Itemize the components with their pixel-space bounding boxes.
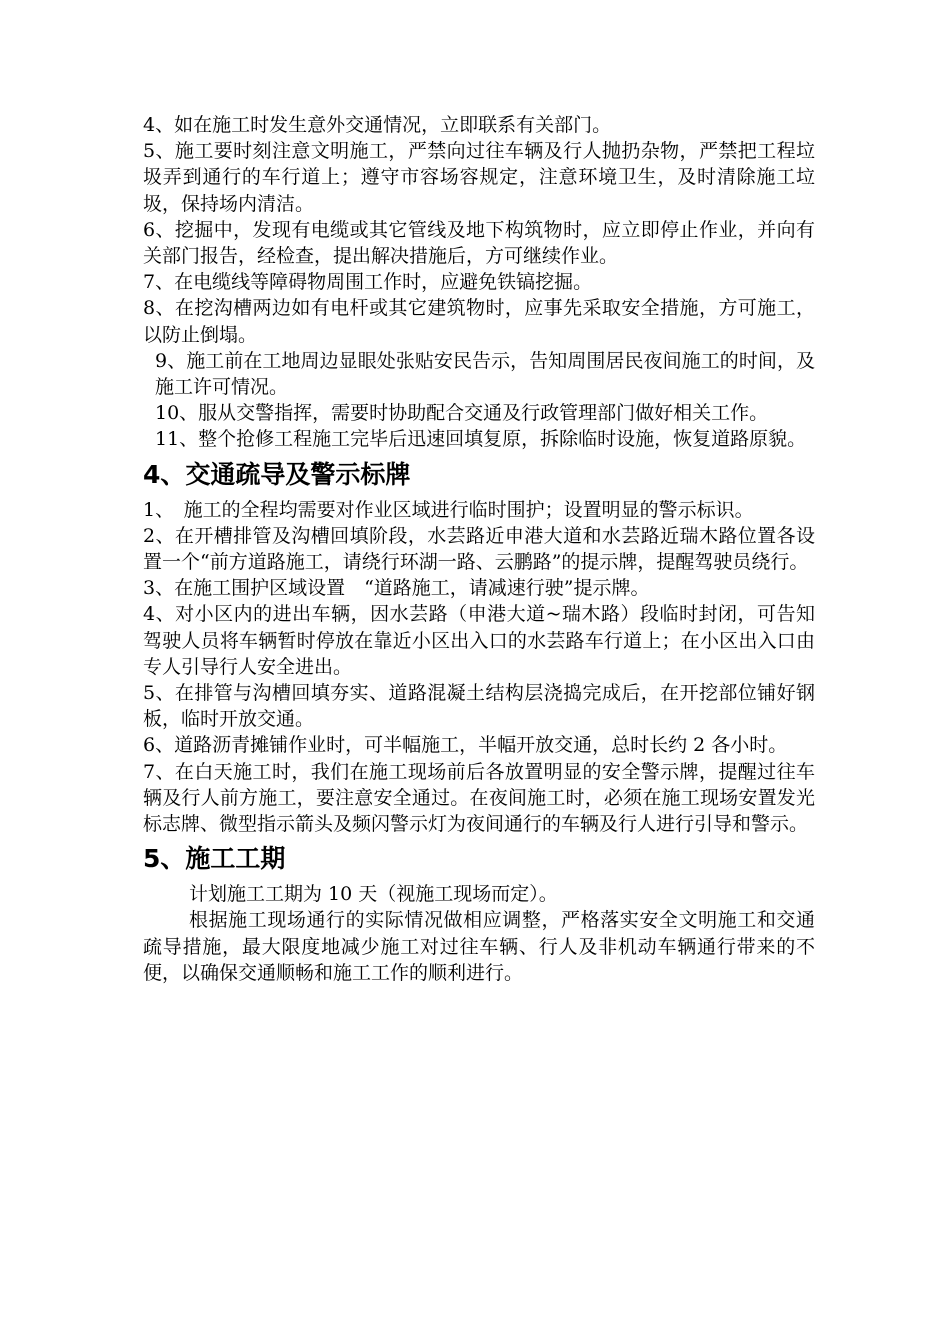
list-item: 4、对小区内的进出车辆，因水芸路（申港大道~瑞木路）段临时封闭，可告知驾驶人员将车辆暂时停放在靠近小区出入口的水芸路车行道上；在小区出入口由专人引导行人安全进出。 [143,603,815,678]
list-item: 1、 施工的全程均需要对作业区域进行临时围护；设置明显的警示标识。 [143,498,754,521]
list-item: 8、在挖沟槽两边如有电杆或其它建筑物时，应事先采取安全措施，方可施工，以防止倒塌。 [143,297,815,346]
list-item: 3、在施工围护区域设置 “道路施工，请减速行驶”提示牌。 [143,577,650,600]
list-item: 6、挖掘中，发现有电缆或其它管线及地下构筑物时，应立即停止作业，并向有关部门报告，经检查，提出解决措施后，方可继续作业。 [143,218,815,268]
list-item: 6、道路沥青摊铺作业时，可半幅施工，半幅开放交通，总时长约 2 各小时。 [143,734,788,757]
list-item: 5、施工要时刻注意文明施工，严禁向过往车辆及行人抛扔杂物，严禁把工程垃圾弄到通行的车行道上；遵守市容场容规定，注意环境卫生，及时清除施工垃圾，保持场内清洁。 [143,140,815,215]
list-item: 7、在电缆线等障碍物周围工作时，应避免铁镐挖掘。 [143,271,593,294]
list-item: 5、在排管与沟槽回填夯实、道路混凝土结构层浇捣完成后，在开挖部位铺好钢板，临时开放交通。 [143,682,815,731]
list-item: 2、在开槽排管及沟槽回填阶段，水芸路近申港大道和水芸路近瑞木路位置各设置一个“前方道路施工，请绕行环湖一路、云鹏路”的提示牌，提醒驾驶员绕行。 [143,524,815,574]
section-heading-schedule: 5、施工工期 [143,844,286,874]
list-item: 11、整个抢修工程施工完毕后迅速回填复原，拆除临时设施，恢复道路原貌。 [155,428,807,451]
section-heading-traffic: 4、交通疏导及警示标牌 [143,459,411,489]
list-item: 9、施工前在工地周边显眼处张贴安民告示，告知周围居民夜间施工的时间，及施工许可情况。 [155,349,815,399]
document-body [143,112,815,986]
list-item: 10、服从交警指挥，需要时协助配合交通及行政管理部门做好相关工作。 [155,402,769,425]
list-item: 7、在白天施工时，我们在施工现场前后各放置明显的安全警示牌，提醒过往车辆及行人前方施工，要注意安全通过。在夜间施工时，必须在施工现场安置发光标志牌、微型指示箭头及频闪警示灯为夜间通行的车辆及行人进行引导和警示。 [143,760,815,836]
paragraph: 根据施工现场通行的实际情况做相应调整，严格落实安全文明施工和交通疏导措施，最大限度地减少施工对过往车辆、行人及非机动车辆通行带来的不便，以确保交通顺畅和施工工作的顺利进行。 [143,909,815,984]
list-item: 4、如在施工时发生意外交通情况，立即联系有关部门。 [143,114,612,136]
paragraph: 计划施工工期为 10 天（视施工现场而定）。 [189,883,558,906]
